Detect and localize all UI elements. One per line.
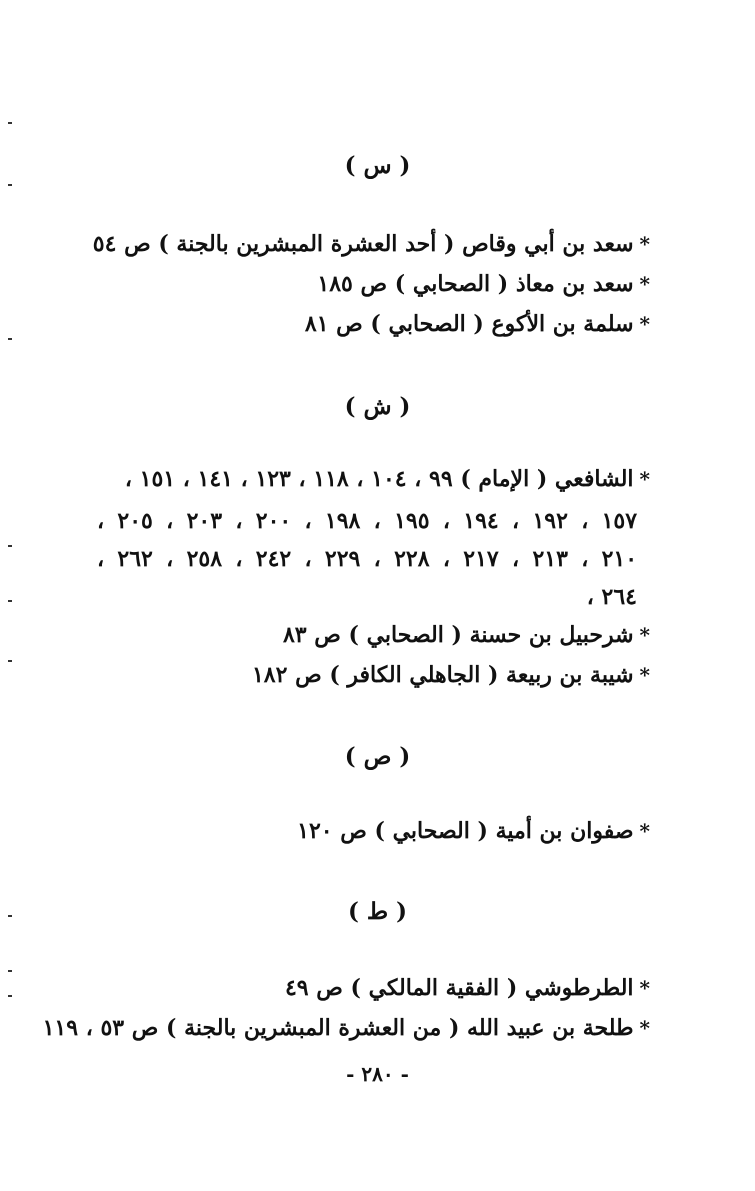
entry-text: الشافعي ( الإمام ) ٩٩ ، ١٠٤ ، ١١٨ ، ١٢٣ ، ١٤١ ، ١٥١ ، <box>124 466 634 492</box>
scan-speck <box>8 545 12 547</box>
bullet-star-icon: * <box>639 819 650 843</box>
bullet-star-icon: * <box>639 312 650 336</box>
entry-text: شيبة بن ربيعة ( الجاهلي الكافر ) ص ١٨٢ <box>251 662 634 688</box>
page-numbers-line: ٢١٠ ، ٢١٣ ، ٢١٧ ، ٢٢٨ ، ٢٢٩ ، ٢٤٢ ، ٢٥٨ ، ٢٦٢ ، <box>97 546 638 572</box>
entry-text: صفوان بن أمية ( الصحابي ) ص ١٢٠ <box>297 818 634 844</box>
page-numbers-line: ١٥٧ ، ١٩٢ ، ١٩٤ ، ١٩٥ ، ١٩٨ ، ٢٠٠ ، ٢٠٣ ، ٢٠٥ ، <box>97 508 638 534</box>
section-heading-sad: ( ص ) <box>344 743 411 770</box>
section-heading-ta: ( ط ) <box>347 898 408 925</box>
page-numbers-line: ٢٦٤ ، <box>586 584 637 610</box>
scan-speck <box>8 184 12 186</box>
section-heading-shin: ( ش ) <box>344 393 411 420</box>
index-entry <box>285 975 650 1001</box>
page-number: - ٢٨٠ - <box>346 1062 409 1086</box>
bullet-star-icon: * <box>639 976 650 1000</box>
bullet-star-icon: * <box>639 272 650 296</box>
bullet-star-icon: * <box>639 663 650 687</box>
scan-speck <box>8 122 12 124</box>
entry-text: طلحة بن عبيد الله ( من العشرة المبشرين بالجنة ) ص ٥٣ ، ١١٩ <box>42 1015 634 1041</box>
scan-speck <box>8 660 12 662</box>
scan-speck <box>8 915 12 917</box>
entry-text: سلمة بن الأكوع ( الصحابي ) ص ٨١ <box>304 311 634 337</box>
index-entry <box>252 662 650 688</box>
scan-speck <box>8 600 12 602</box>
entry-text: سعد بن معاذ ( الصحابي ) ص ١٨٥ <box>317 271 634 297</box>
index-entry <box>43 1015 650 1041</box>
bullet-star-icon: * <box>639 1016 650 1040</box>
entry-text: شرحبيل بن حسنة ( الصحابي ) ص ٨٣ <box>282 622 634 648</box>
index-entry <box>283 622 650 648</box>
bullet-star-icon: * <box>639 467 650 491</box>
scan-speck <box>8 338 12 340</box>
entry-text: الطرطوشي ( الفقية المالكي ) ص ٤٩ <box>284 975 634 1001</box>
scan-speck <box>8 970 12 972</box>
index-entry-shafii <box>125 466 650 492</box>
index-entry <box>317 271 650 297</box>
index-entry <box>297 818 650 844</box>
entry-text: سعد بن أبي وقاص ( أحد العشرة المبشرين بالجنة ) ص ٥٤ <box>92 231 634 257</box>
index-entry <box>93 231 650 257</box>
bullet-star-icon: * <box>639 232 650 256</box>
section-heading-sin: ( س ) <box>344 152 411 179</box>
bullet-star-icon: * <box>639 623 650 647</box>
scan-speck <box>8 995 12 997</box>
index-entry <box>305 311 650 337</box>
